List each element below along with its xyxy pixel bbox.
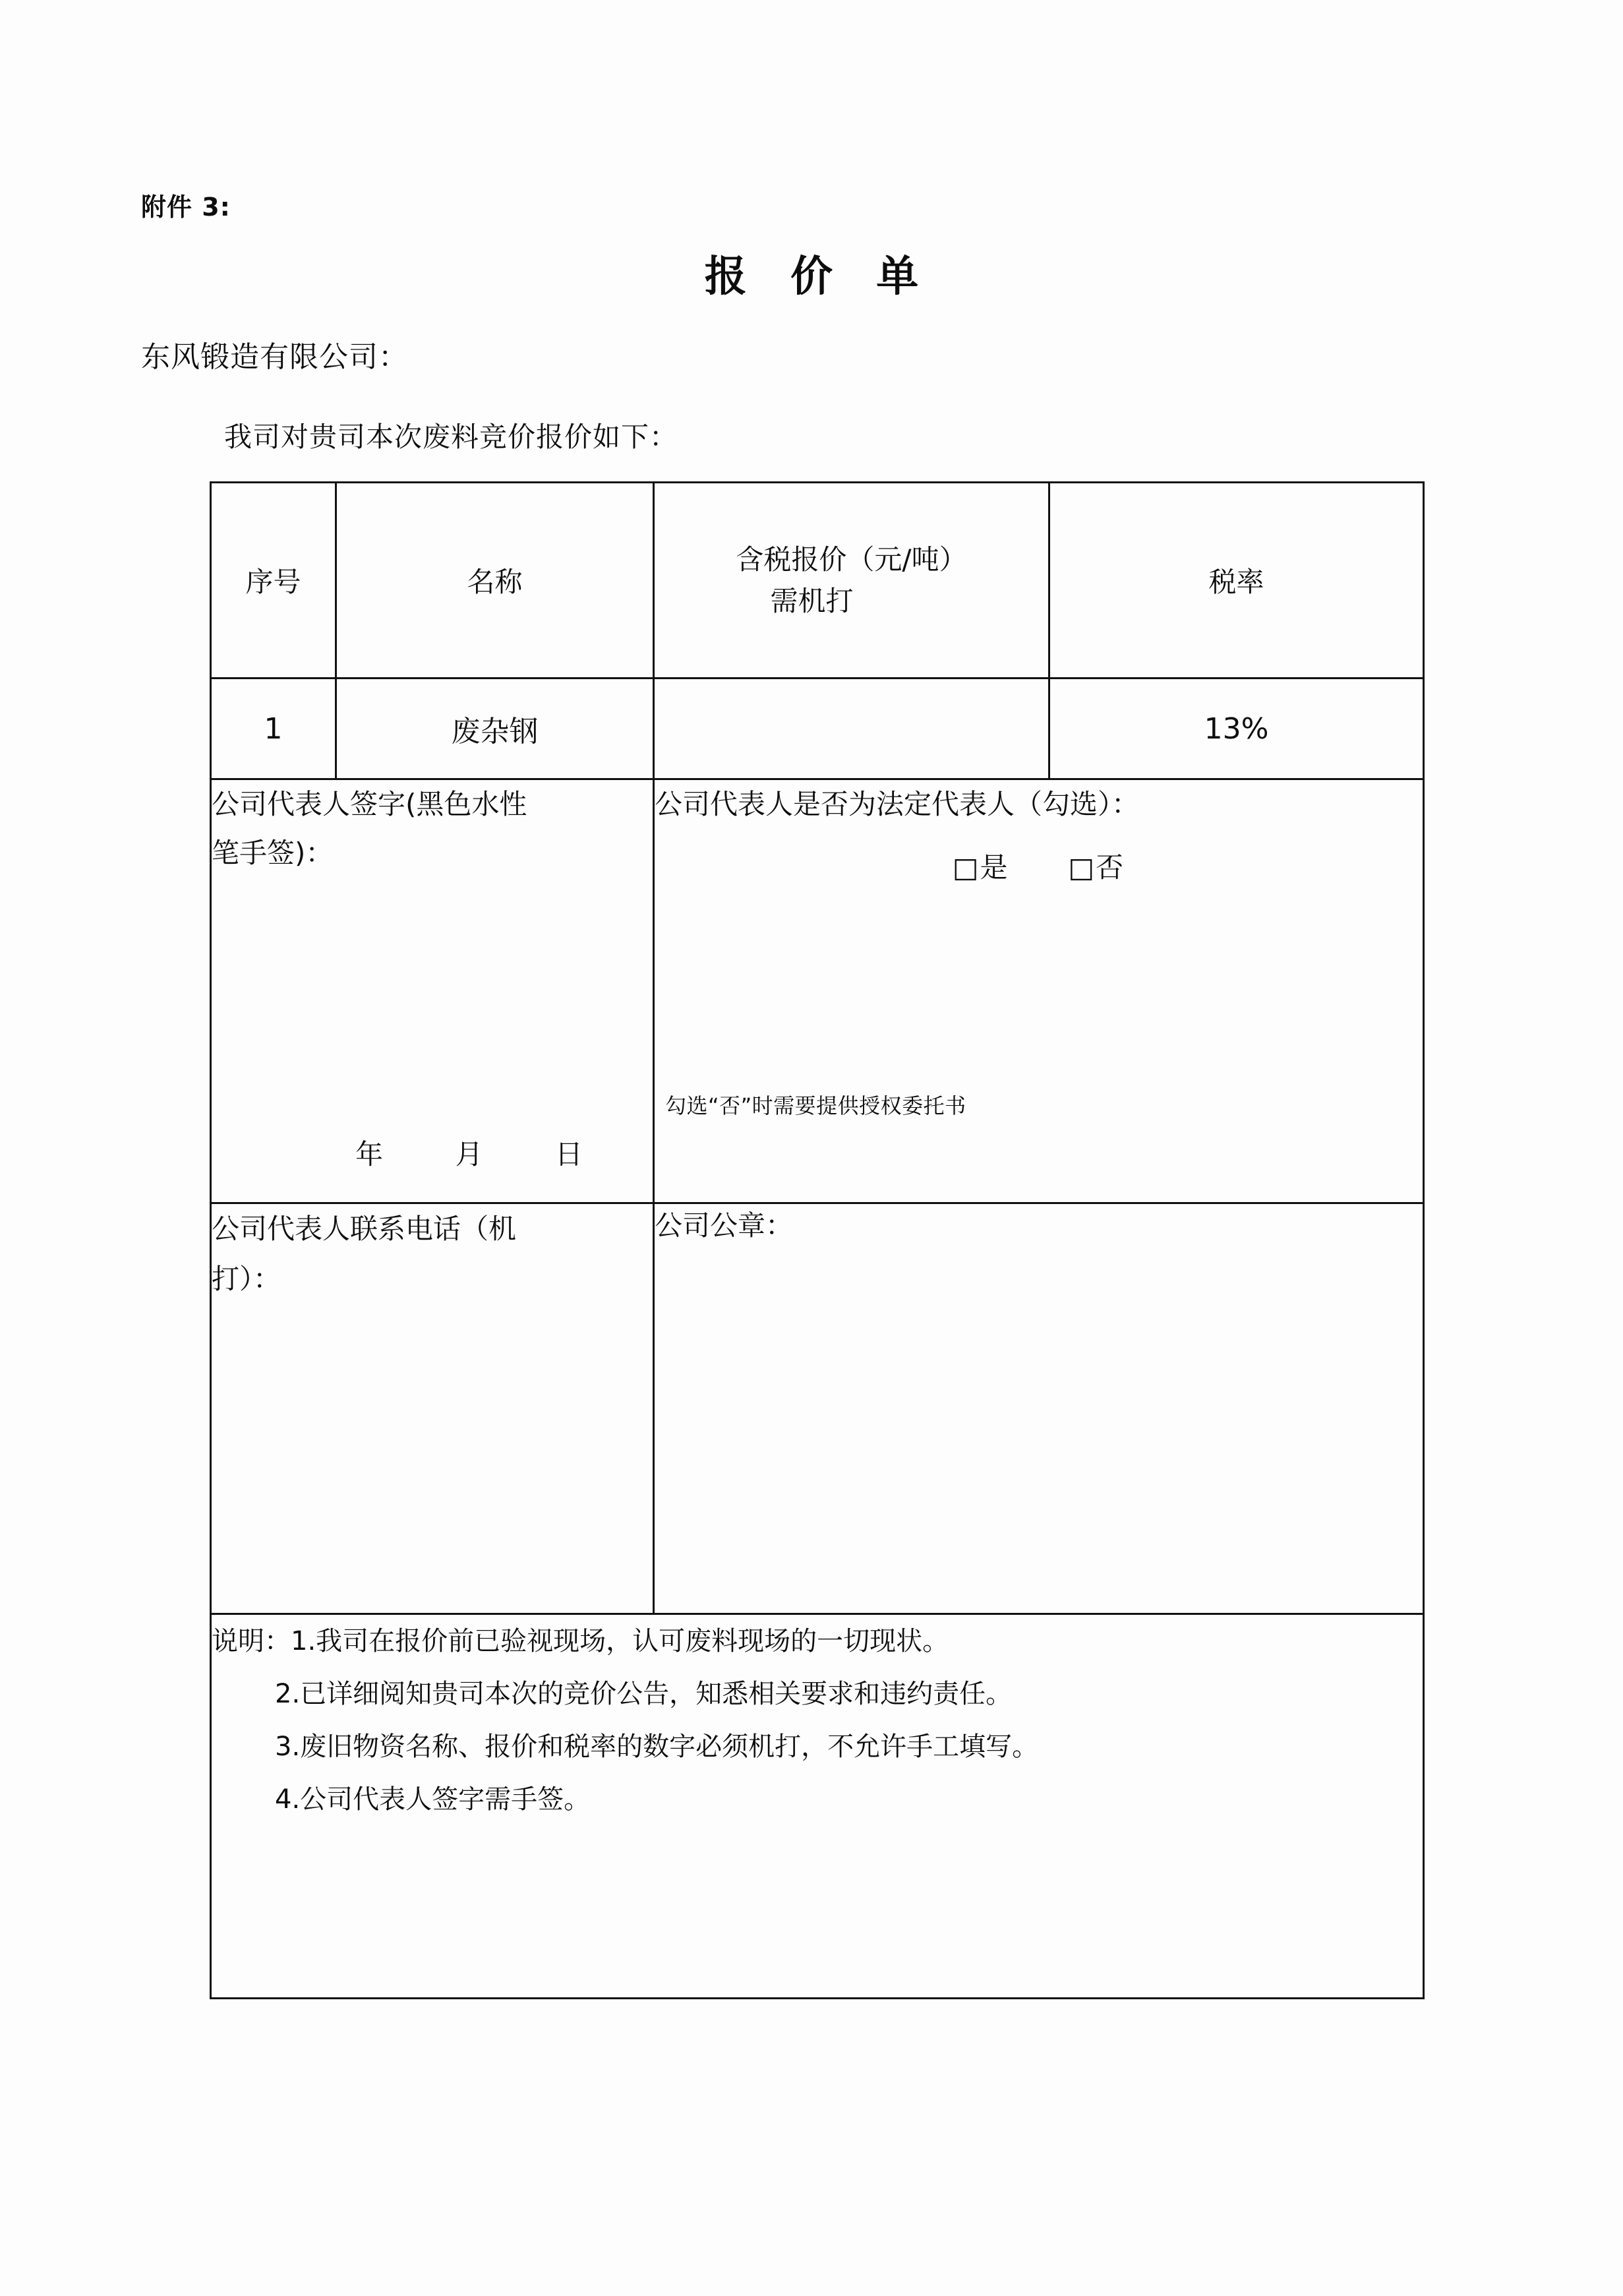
cell-name: 废杂钢 — [336, 679, 654, 779]
signature-cell[interactable] — [211, 779, 654, 1203]
note-line-1: 说明：1.我司在报价前已验视现场，认可废料现场的一切现状。 — [212, 1626, 949, 1656]
cell-tax-rate: 13% — [1049, 679, 1424, 779]
company-seal-cell[interactable] — [654, 1203, 1424, 1614]
page-title: 报 价 单 — [704, 253, 933, 301]
quotation-table — [210, 481, 1425, 1999]
header-price — [654, 483, 1049, 679]
contact-row — [211, 1203, 1424, 1614]
contact-label-line1: 公司代表人联系电话（机 — [212, 1213, 517, 1245]
header-index: 序号 — [211, 483, 336, 679]
company-seal-label: 公司公章： — [655, 1209, 794, 1242]
legal-rep-note: 勾选“否”时需要提供授权委托书 — [665, 1093, 966, 1118]
cell-index: 1 — [211, 679, 336, 779]
notes-row — [211, 1614, 1424, 1999]
legal-rep-cell — [654, 779, 1424, 1203]
note-line-3: 3.废旧物资名称、报价和税率的数字必须机打，不允许手工填写。 — [275, 1732, 1039, 1762]
cell-price-input[interactable] — [654, 679, 1049, 779]
header-price-line1: 含税报价（元/吨） — [736, 543, 967, 576]
header-price-line2: 需机打 — [770, 585, 854, 617]
note-line-4: 4.公司代表人签字需手签。 — [275, 1784, 591, 1815]
table-row — [211, 679, 1424, 779]
intro-line: 我司对贵司本次废料竞价报价如下： — [224, 421, 678, 453]
header-tax-rate: 税率 — [1049, 483, 1424, 679]
note-line-2: 2.已详细阅知贵司本次的竞价公告，知悉相关要求和违约责任。 — [275, 1679, 1013, 1709]
header-name: 名称 — [336, 483, 654, 679]
signature-row — [211, 779, 1424, 1203]
checkbox-yes[interactable]: □是 — [952, 851, 1009, 884]
table-header-row — [211, 483, 1424, 679]
attachment-label: 附件 3: — [141, 193, 231, 222]
signature-label-line2: 笔手签)： — [212, 836, 334, 869]
signature-date-line: 年 月 日 — [355, 1137, 614, 1170]
signature-label-line1: 公司代表人签字(黑色水性 — [212, 788, 527, 820]
checkbox-no[interactable]: □否 — [1068, 851, 1125, 884]
legal-rep-question: 公司代表人是否为法定代表人（勾选）： — [655, 788, 1140, 820]
contact-cell[interactable] — [211, 1203, 654, 1614]
notes-cell — [211, 1614, 1424, 1999]
legal-rep-choices — [655, 843, 1423, 892]
addressee-line: 东风锻造有限公司： — [141, 340, 408, 374]
contact-label-line2: 打）： — [212, 1262, 281, 1295]
